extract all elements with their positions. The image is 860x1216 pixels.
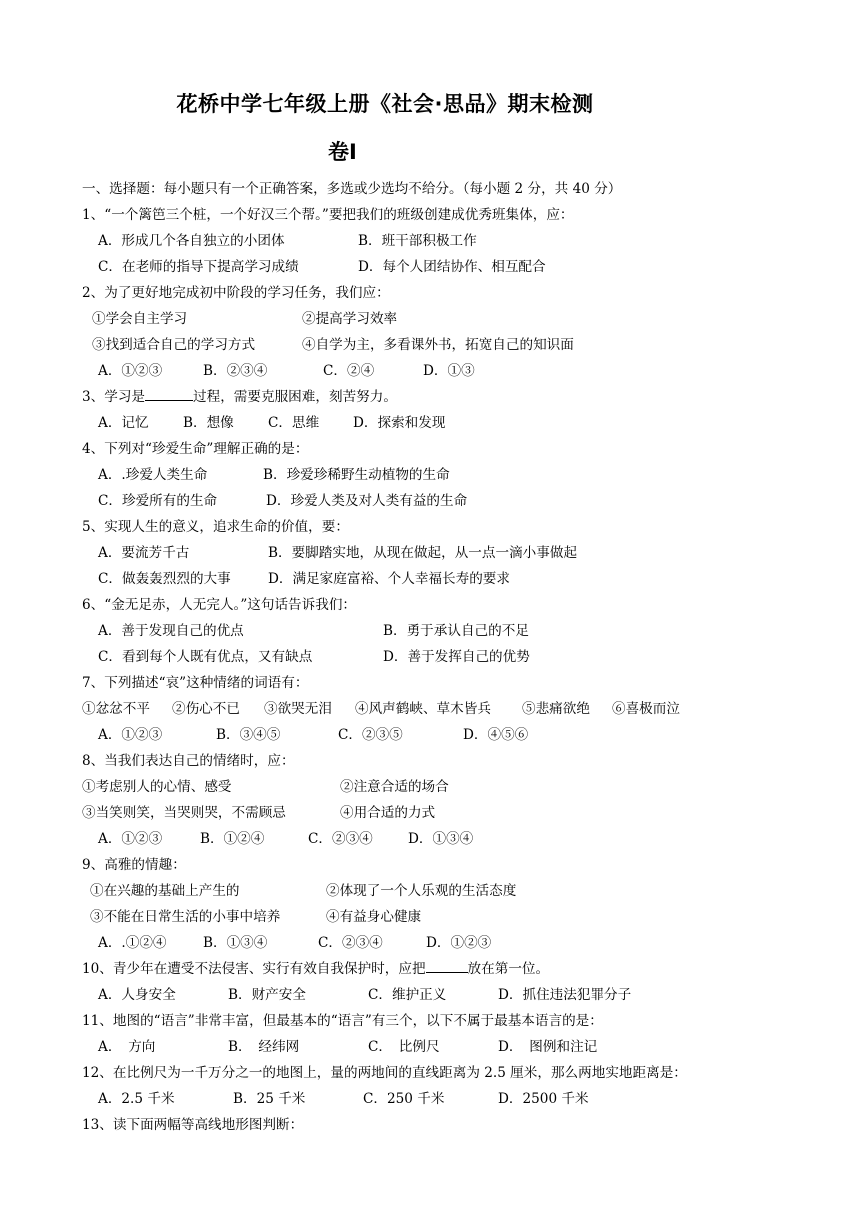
statement: ③不能在日常生活的小事中培养 (90, 909, 281, 925)
option: D．抓住违法犯罪分子 (498, 987, 632, 1003)
statement: ④自学为主，多看课外书，拓宽自己的知识面 (302, 337, 574, 353)
statement: ②伤心不已 (172, 701, 240, 717)
answer-blank (145, 388, 193, 401)
statement: ⑥喜极而泣 (612, 701, 680, 717)
option: B．想像 (183, 415, 234, 431)
question-stem: 11、地图的“语言”非常丰富，但最基本的“语言”有三个，以下不属于最基本语言的是： (82, 1013, 603, 1029)
option: A．要流芳千古 (98, 545, 190, 561)
statement: ④用合适的力式 (340, 805, 436, 821)
option: B．勇于承认自己的不足 (383, 623, 529, 639)
option: C．②③④ (318, 935, 383, 951)
option: C．在老师的指导下提高学习成绩 (98, 259, 299, 275)
option: B． 经纬网 (228, 1039, 300, 1055)
statement: ①在兴趣的基础上产生的 (90, 883, 240, 899)
option: B．25 千米 (233, 1091, 306, 1107)
option: C． 比例尺 (368, 1039, 440, 1055)
option: C．②④ (323, 363, 375, 379)
option: A．①②③ (98, 831, 163, 847)
option: D．2500 千米 (498, 1091, 589, 1107)
option: D．探索和发现 (353, 415, 446, 431)
question-stem: 6、“金无足赤，人无完人。”这句话告诉我们： (82, 597, 357, 613)
option: C．维护正义 (368, 987, 447, 1003)
question-stem: 5、实现人生的意义，追求生命的价值，要： (82, 519, 349, 535)
option: C．②③④ (308, 831, 373, 847)
option: B．③④⑤ (216, 727, 281, 743)
option: C．珍爱所有的生命 (98, 493, 218, 509)
statement: ①学会自主学习 (92, 311, 188, 327)
stem-text: 10、青少年在遭受不法侵害、实行有效自我保护时，应把 (82, 961, 426, 977)
option: D．①③ (423, 363, 475, 379)
option: B．②③④ (203, 363, 268, 379)
option: A．人身安全 (98, 987, 176, 1003)
option: A．①②③ (98, 363, 163, 379)
statement: ①考虑别人的心情、感受 (82, 779, 232, 795)
statement: ③当笑则笑，当哭则哭，不需顾忌 (82, 805, 286, 821)
statement: ①忿忿不平 (82, 701, 150, 717)
option: B．珍爱珍稀野生动植物的生命 (263, 467, 450, 483)
option: B．要脚踏实地，从现在做起，从一点一滴小事做起 (268, 545, 578, 561)
option: A．①②③ (98, 727, 163, 743)
question-stem: 1、“一个篱笆三个桩，一个好汉三个帮。”要把我们的班级创建成优秀班集体，应： (82, 207, 574, 223)
option: A．.珍爱人类生命 (98, 467, 208, 483)
statement: ③欲哭无泪 (264, 701, 332, 717)
stem-text: 过程，需要克服困难，刻苦努力。 (193, 389, 397, 405)
question-stem: 2、为了更好地完成初中阶段的学习任务，我们应： (82, 285, 390, 301)
question-stem: 7、下列描述“哀”这种情绪的词语有： (82, 675, 309, 691)
option: D．①③④ (408, 831, 474, 847)
page-title: 花桥中学七年级上册《社会·思品》期末检测 (176, 92, 594, 116)
option: A．形成几个各自独立的小团体 (98, 233, 285, 249)
option: A．.①②④ (98, 935, 167, 951)
option: B．①③④ (203, 935, 268, 951)
statement: ④有益身心健康 (326, 909, 422, 925)
option: D．善于发挥自己的优势 (383, 649, 530, 665)
option: A． 方向 (98, 1039, 156, 1055)
option: B．班干部积极工作 (358, 233, 477, 249)
statement: ④风声鹤峡、草木皆兵 (355, 701, 491, 717)
option: D．满足家庭富裕、个人幸福长寿的要求 (268, 571, 510, 587)
stem-text: 3、学习是 (82, 389, 146, 405)
option: C．250 千米 (363, 1091, 445, 1107)
option: C．做轰轰烈烈的大事 (98, 571, 231, 587)
option: C．看到每个人既有优点，又有缺点 (98, 649, 313, 665)
statement: ②提高学习效率 (302, 311, 398, 327)
question-stem: 13、读下面两幅等高线地形图判断： (82, 1117, 304, 1133)
stem-text: 放在第一位。 (467, 961, 550, 977)
statement: ③找到适合自己的学习方式 (92, 337, 256, 353)
question-stem: 12、在比例尺为一千万分之一的地图上，量的两地间的直线距离为 2.5 厘米，那么两地实地距离是： (82, 1065, 687, 1081)
option: B．财产安全 (228, 987, 306, 1003)
option: D．④⑤⑥ (463, 727, 529, 743)
option: C．思维 (268, 415, 320, 431)
question-stem: 9、高雅的情趣： (82, 857, 186, 873)
statement: ②体现了一个人乐观的生活态度 (326, 883, 517, 899)
answer-blank (426, 960, 468, 973)
statement: ②注意合适的场合 (340, 779, 449, 795)
question-stem: 4、下列对“珍爱生命”理解正确的是： (82, 441, 309, 457)
option: A．2.5 千米 (98, 1091, 175, 1107)
option: D．①②③ (426, 935, 492, 951)
question-stem (82, 960, 549, 978)
option: C．②③⑤ (338, 727, 403, 743)
option: D． 图例和注记 (498, 1039, 598, 1055)
option: A．善于发现自己的优点 (98, 623, 244, 639)
option: A．记忆 (98, 415, 149, 431)
question-stem (82, 388, 397, 406)
option: D．每个人团结协作、相互配合 (358, 259, 546, 275)
section-heading: 一、选择题：每小题只有一个正确答案，多选或少选均不给分。（每小题 2 分，共 40 分） (82, 181, 622, 197)
question-stem: 8、当我们表达自己的情绪时，应： (82, 753, 295, 769)
option: D．珍爱人类及对人类有益的生命 (266, 493, 468, 509)
statement: ⑤悲痛欲绝 (522, 701, 590, 717)
page-subtitle: 卷Ⅰ (328, 140, 357, 164)
option: B．①②④ (200, 831, 265, 847)
